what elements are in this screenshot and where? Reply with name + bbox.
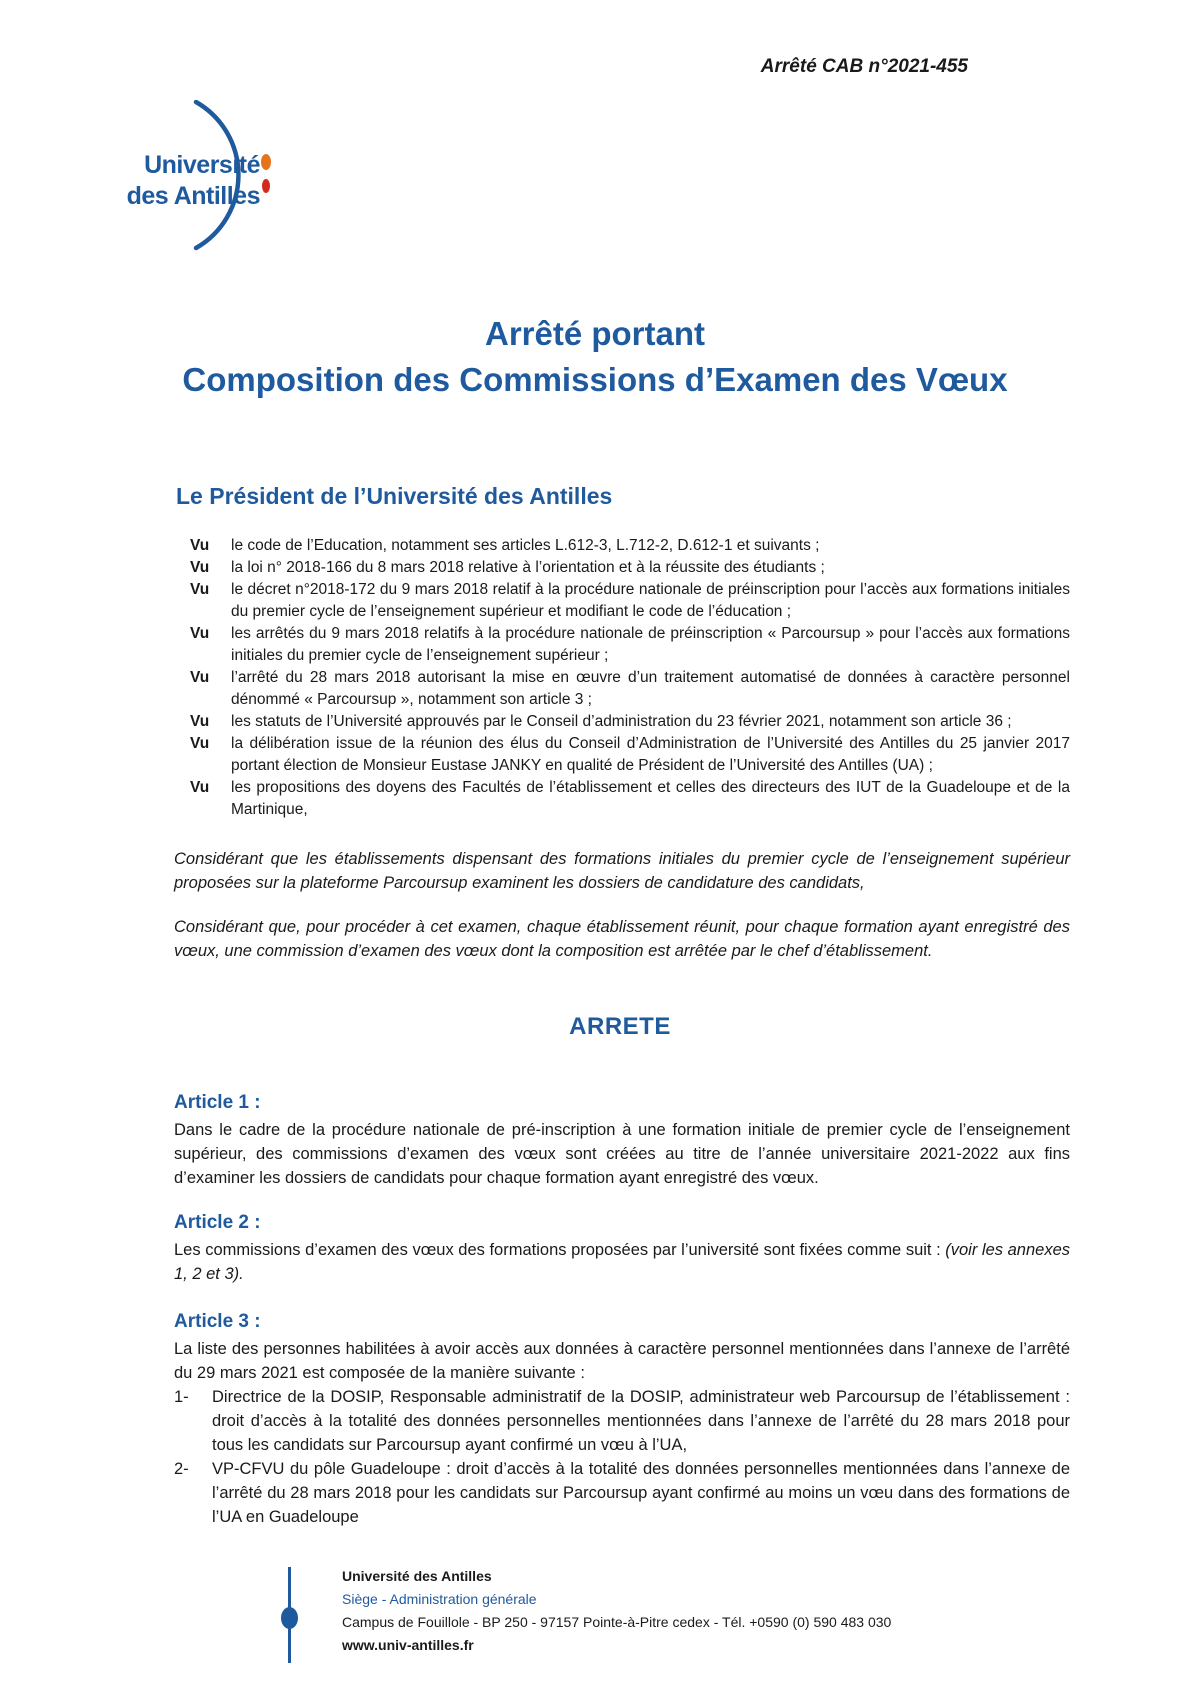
- item-number: 1-: [174, 1388, 189, 1406]
- vu-text: la délibération issue de la réunion des élus du Conseil d’Administration de l’Université des Antilles du 25 janvier 2017 portant élection de Monsieur Eustase JANKY en qualité de Président de l’Université des Antilles (UA) ;: [231, 735, 1070, 774]
- vu-item: [190, 667, 1070, 711]
- vu-text: les propositions des doyens des Facultés de l’établissement et celles des directeurs des IUT de la Guadeloupe et de la Martinique,: [231, 779, 1070, 818]
- vu-item: [190, 777, 1070, 821]
- footer-university-name: Université des Antilles: [342, 1568, 492, 1584]
- vu-tag: Vu: [190, 735, 210, 752]
- article-3-text: [174, 1337, 1070, 1529]
- title-line1: Arrêté portant: [484, 315, 706, 352]
- item-text: Directrice de la DOSIP, Responsable administratif de la DOSIP, administrateur web Parcoursup de l’établissement : droit d’accès à la totalité des données personnelles mentionnées dans l’annexe de l’arrêté du 28 mars 2018 pour tous les candidats sur Parcoursup ayant confirmé un vœu à l’UA,: [212, 1388, 1070, 1454]
- article-3-intro: La liste des personnes habilitées à avoir accès aux données à caractère personnel mentionnées dans l’annexe de l’arrêté du 29 mars 2021 est composée de la manière suivante :: [174, 1340, 1070, 1382]
- vu-tag: Vu: [190, 713, 210, 730]
- article-2-heading: Article 2 :: [174, 1212, 261, 1233]
- vu-tag: Vu: [190, 625, 210, 642]
- footer-text: [342, 1565, 891, 1657]
- vu-item: [190, 557, 1070, 579]
- considerant-paragraph-1: Considérant que les établissements dispensant des formations initiales du premier cycle de l’enseignement supérieur proposées sur la plateforme Parcoursup examinent les dossiers de candidature des candidats,: [174, 850, 1070, 892]
- vu-item: [190, 579, 1070, 623]
- footer-address: Campus de Fouillole - BP 250 - 97157 Pointe-à-Pitre cedex - Tél. +0590 (0) 590 483 030: [342, 1614, 892, 1630]
- university-logo: [100, 100, 300, 270]
- decree-reference: Arrêté CAB n°2021-455: [760, 56, 968, 77]
- vu-tag: Vu: [190, 669, 210, 686]
- vu-tag: Vu: [190, 537, 210, 554]
- page-footer: [278, 1555, 918, 1665]
- considerant-paragraph-2: Considérant que, pour procéder à cet examen, chaque établissement réunit, pour chaque formation ayant enregistré des vœux, une commission d’examen des vœux dont la composition est arrêtée par le chef d’établissement.: [174, 918, 1070, 960]
- article-2-body: Les commissions d’examen des vœux des formations proposées par l’université sont fixées comme suit :: [174, 1241, 941, 1259]
- article-1-heading: Article 1 :: [174, 1092, 261, 1113]
- arrete-heading: ARRETE: [569, 1013, 671, 1040]
- item-text: VP-CFVU du pôle Guadeloupe : droit d’accès à la totalité des données personnelles mentionnées dans l’annexe de l’arrêté du 28 mars 2018 pour les candidats sur Parcoursup ayant confirmé au moins un vœu dans des formations de l’UA en Guadeloupe: [212, 1460, 1070, 1526]
- vu-text: les statuts de l’Université approuvés par le Conseil d’administration du 23 février 2021, notamment son article 36 ;: [231, 713, 1012, 730]
- vu-item: [190, 535, 1070, 557]
- vu-text: la loi n° 2018-166 du 8 mars 2018 relative à l’orientation et à la réussite des étudiants ;: [231, 559, 825, 576]
- document-title: [0, 311, 1190, 403]
- article-3-heading: Article 3 :: [174, 1311, 261, 1332]
- title-line2: Composition des Commissions d’Examen des Vœux: [182, 361, 1008, 398]
- article-2-annex-ref: (voir les annexes 1, 2 et 3).: [174, 1241, 1070, 1283]
- footer-dot-icon: [281, 1607, 298, 1629]
- president-heading: Le Président de l’Université des Antilles: [176, 483, 613, 509]
- vu-tag: Vu: [190, 779, 210, 796]
- vu-item: [190, 733, 1070, 777]
- vu-text: le décret n°2018-172 du 9 mars 2018 relatif à la procédure nationale de préinscription pour l’accès aux formations initiales du premier cycle de l’enseignement supérieur et modifiant le code de l’éducation ;: [231, 581, 1070, 620]
- vu-list: [190, 535, 1070, 821]
- logo-line2: des Antilles: [126, 182, 260, 210]
- vu-tag: Vu: [190, 581, 210, 598]
- article-3-item: [174, 1385, 1070, 1457]
- vu-text: les arrêtés du 9 mars 2018 relatifs à la procédure nationale de préinscription « Parcoursup » pour l’accès aux formations initiales du premier cycle de l’enseignement supérieur ;: [231, 625, 1070, 664]
- vu-text: l’arrêté du 28 mars 2018 autorisant la mise en œuvre d’un traitement automatisé de données à caractère personnel dénommé « Parcoursup », notamment son article 3 ;: [231, 669, 1070, 708]
- logo-text: [100, 150, 260, 212]
- footer-subtitle: Siège - Administration générale: [342, 1591, 537, 1607]
- logo-line1: Université: [144, 151, 260, 179]
- vu-text: le code de l’Education, notamment ses articles L.612-3, L.712-2, D.612-1 et suivants ;: [231, 537, 820, 554]
- item-number: 2-: [174, 1460, 189, 1478]
- article-2-text: [174, 1238, 1070, 1286]
- footer-website-link[interactable]: www.univ-antilles.fr: [342, 1637, 474, 1653]
- article-1-text: Dans le cadre de la procédure nationale de pré-inscription à une formation initiale de premier cycle de l’enseignement supérieur, des commissions d’examen des vœux sont créées au titre de l’année universitaire 2021-2022 aux fins d’examiner les dossiers de candidats pour chaque formation ayant enregistré des vœux.: [174, 1121, 1070, 1187]
- vu-tag: Vu: [190, 559, 210, 576]
- vu-item: [190, 711, 1070, 733]
- vu-item: [190, 623, 1070, 667]
- article-3-item: [174, 1457, 1070, 1529]
